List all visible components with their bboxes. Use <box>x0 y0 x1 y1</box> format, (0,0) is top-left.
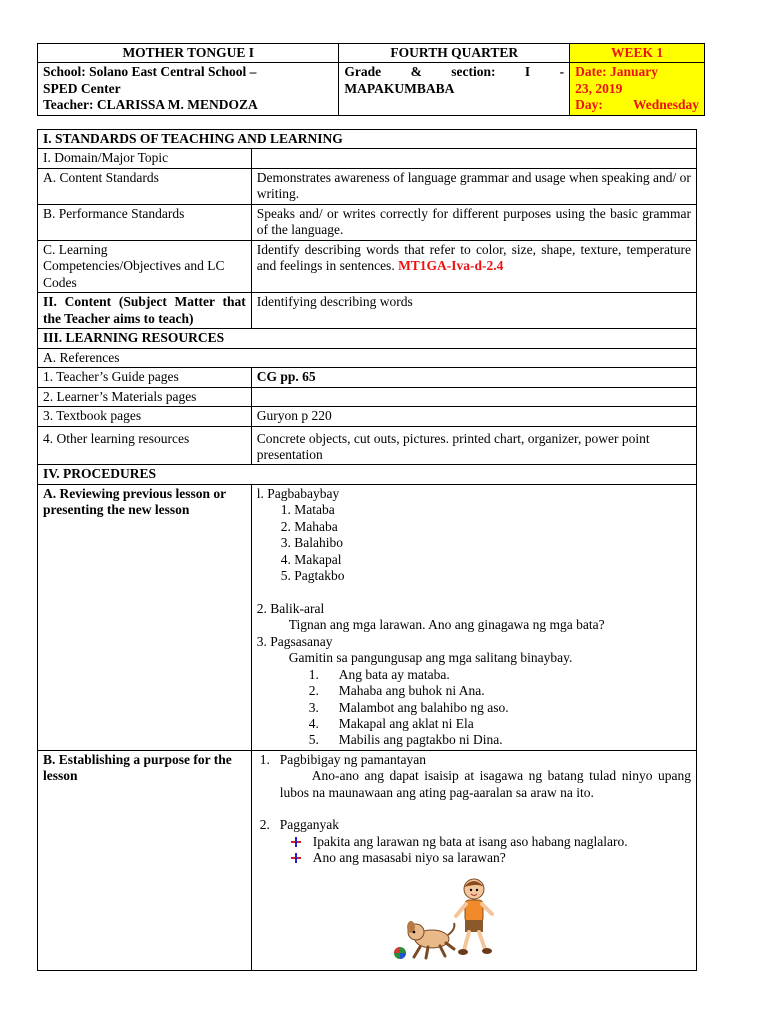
subject-cell: MOTHER TONGUE I <box>38 44 339 63</box>
references-heading: A. References <box>38 348 697 367</box>
balik-aral-heading: 2. Balik-aral <box>256 600 325 616</box>
learners-materials-label: 2. Learner’s Materials pages <box>38 387 252 406</box>
spelling-word: 2. Mahaba <box>280 518 338 534</box>
sentence-item: 3. Malambot ang balahibo ng aso. <box>308 699 509 715</box>
lc-text: Identify describing words that refer to color, size, shape, texture, temperature and feelings in sentences. <box>256 241 691 274</box>
learning-competencies-value <box>251 240 696 292</box>
day-line: Day: Wednesday <box>575 97 699 113</box>
grade-section-cell <box>339 63 570 115</box>
sentence-item: 1. Ang bata ay mataba. <box>308 666 450 682</box>
teacher-line: Teacher: CLARISSA M. MENDOZA <box>43 97 258 113</box>
other-resources-label: 4. Other learning resources <box>38 426 252 465</box>
textbook-label: 3. Textbook pages <box>38 407 252 426</box>
sentence-item: 2. Mahaba ang buhok ni Ana. <box>308 683 485 699</box>
pagbabaybay-heading: l. Pagbabaybay <box>256 485 340 501</box>
content-standards-value: Demonstrates awareness of language grammar and usage when speaking and/ or writing. <box>251 168 696 204</box>
bullet-icon <box>291 853 301 863</box>
bullet-icon <box>291 837 301 847</box>
school-line-1: School: Solano East Central School – <box>43 64 257 80</box>
lesson-plan-table <box>37 129 697 971</box>
review-label: A. Reviewing previous lesson or presenting the new lesson <box>38 484 252 750</box>
spelling-word: 4. Makapal <box>280 551 342 567</box>
bullet-item: Ipakita ang larawan ng bata at isang aso habang naglalaro. <box>257 834 691 850</box>
school-teacher-cell <box>38 63 339 115</box>
purpose-label: B. Establishing a purpose for the lesson <box>38 750 252 970</box>
header-table <box>37 43 705 116</box>
lc-code: MT1GA-Iva-d-2.4 <box>398 258 504 274</box>
review-content <box>251 484 696 750</box>
textbook-value: Guryon p 220 <box>251 407 696 426</box>
date-line-2: 23, 2019 <box>575 80 623 96</box>
balik-aral-question: Tignan ang mga larawan. Ano ang ginagawa ng mga bata? <box>288 617 605 633</box>
resources-heading: III. LEARNING RESOURCES <box>38 329 697 348</box>
pagsasanay-instruction: Gamitin sa pangungusap ang mga salitang binaybay. <box>288 650 573 666</box>
teachers-guide-value: CG pp. 65 <box>251 368 696 387</box>
date-line-1: Date: January <box>575 64 658 80</box>
content-label: II. Content (Subject Matter that the Teacher aims to teach) <box>38 293 252 329</box>
purpose-item-1-text: Ano-ano ang dapat isaisip at isagawa ng batang tulad ninyo upang lubos na maunawaan ang ating pag-aaralan sa araw na ito. <box>279 768 691 800</box>
content-standards-label: A. Content Standards <box>38 168 252 204</box>
purpose-item-2: 2. Pagganyak <box>259 817 339 833</box>
spelling-word: 5. Pagtakbo <box>280 568 345 584</box>
learning-competencies-label: C. Learning Competencies/Objectives and LC Codes <box>38 240 252 292</box>
purpose-content <box>251 750 696 970</box>
performance-standards-value: Speaks and/ or writes correctly for different purposes using the basic grammar of the language. <box>251 204 696 240</box>
grade-line-2: MAPAKUMBABA <box>344 80 455 96</box>
learners-materials-value <box>251 387 696 406</box>
domain-label: I. Domain/Major Topic <box>38 149 252 168</box>
spelling-word: 1. Mataba <box>280 502 335 518</box>
date-day-cell <box>570 63 705 115</box>
boy-and-dog-illustration <box>392 877 502 969</box>
spelling-word: 3. Balahibo <box>280 535 343 551</box>
school-line-2: SPED Center <box>43 80 121 96</box>
content-value: Identifying describing words <box>251 293 696 329</box>
domain-value <box>251 149 696 168</box>
other-resources-value: Concrete objects, cut outs, pictures. printed chart, organizer, power point presentation <box>251 426 696 465</box>
grade-line-1: Grade & section: I - <box>344 64 565 80</box>
standards-heading: I. STANDARDS OF TEACHING AND LEARNING <box>38 130 697 149</box>
teachers-guide-label: 1. Teacher’s Guide pages <box>38 368 252 387</box>
sentence-item: 5. Mabilis ang pagtakbo ni Dina. <box>308 732 503 748</box>
week-cell: WEEK 1 <box>570 44 705 63</box>
pagsasanay-heading: 3. Pagsasanay <box>256 633 333 649</box>
purpose-item-1: 1. Pagbibigay ng pamantayan <box>259 751 426 767</box>
procedures-heading: IV. PROCEDURES <box>38 465 697 484</box>
performance-standards-label: B. Performance Standards <box>38 204 252 240</box>
sentence-item: 4. Makapal ang aklat ni Ela <box>308 716 474 731</box>
quarter-cell: FOURTH QUARTER <box>339 44 570 63</box>
bullet-item: Ano ang masasabi niyo sa larawan? <box>257 850 691 866</box>
